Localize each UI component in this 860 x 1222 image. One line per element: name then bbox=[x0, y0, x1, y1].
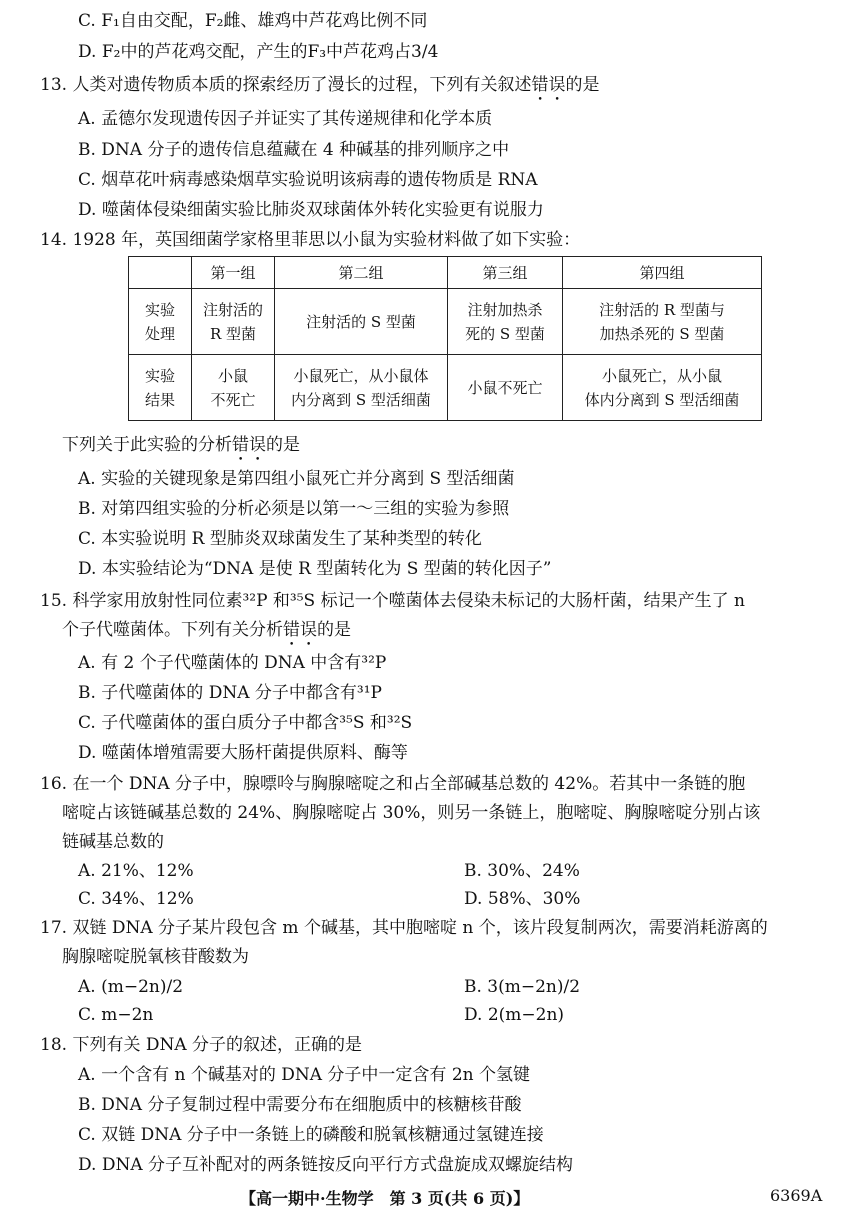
q18-option-d: D. DNA 分子互补配对的两条链按反向平行方式盘旋成双螺旋结构 bbox=[78, 1155, 574, 1175]
q17-option-b: B. 3(m−2n)/2 bbox=[464, 977, 581, 997]
q15-option-d: D. 噬菌体增殖需要大肠杆菌提供原料、酶等 bbox=[78, 743, 408, 763]
footer-label: 【高一期中·生物学 第 3 页(共 6 页)】 bbox=[240, 1189, 530, 1208]
q13-option-a: A. 孟德尔发现遗传因子并证实了其传递规律和化学本质 bbox=[78, 109, 493, 129]
q16-option-c: C. 34%、12% bbox=[78, 889, 194, 909]
q14-option-c: C. 本实验说明 R 型肺炎双球菌发生了某种类型的转化 bbox=[78, 529, 482, 549]
q16-option-d: D. 58%、30% bbox=[464, 889, 581, 909]
q18-option-c: C. 双链 DNA 分子中一条链上的磷酸和脱氧核糖通过氢键连接 bbox=[78, 1125, 544, 1145]
q13-option-c: C. 烟草花叶病毒感染烟草实验说明该病毒的遗传物质是 RNA bbox=[78, 170, 538, 190]
q17-option-d: D. 2(m−2n) bbox=[464, 1005, 565, 1025]
q13-option-d: D. 噬菌体侵染细菌实验比肺炎双球菌体外转化实验更有说服力 bbox=[78, 200, 544, 220]
q17-stem: 17. 双链 DNA 分子某片段包含 m 个碱基，其中胞嘧啶 n 个，该片段复制两次，需要消耗游离的 bbox=[40, 918, 768, 938]
emphasis-mark: 错误 bbox=[283, 620, 317, 640]
q14-stem: 14. 1928 年，英国细菌学家格里菲思以小鼠为实验材料做了如下实验： bbox=[40, 230, 581, 250]
q16-stem-cont: 嘧啶占该链碱基总数的 24%、胸腺嘧啶占 30%，则另一条链上，胞嘧啶、胸腺嘧啶分别占该 bbox=[62, 803, 761, 823]
q15-option-b: B. 子代噬菌体的 DNA 分子中都含有³¹P bbox=[78, 683, 382, 703]
q16-stem-cont2: 链碱基总数的 bbox=[62, 832, 164, 852]
q15-stem: 15. 科学家用放射性同位素³²P 和³⁵S 标记一个噬菌体去侵染未标记的大肠杆菌，结果产生了 n bbox=[40, 591, 745, 611]
table-header-row: 第一组 第二组 第三组 第四组 bbox=[129, 257, 762, 289]
emphasis-mark: 错误 bbox=[232, 435, 266, 455]
q14-option-a: A. 实验的关键现象是第四组小鼠死亡并分离到 S 型活细菌 bbox=[78, 469, 515, 489]
q13-stem: 13. 人类对遗传物质本质的探索经历了漫长的过程，下列有关叙述错误的是 bbox=[40, 75, 600, 95]
q12-option-c: C. F₁自由交配，F₂雌、雄鸡中芦花鸡比例不同 bbox=[78, 11, 428, 31]
q15-option-c: C. 子代噬菌体的蛋白质分子中都含³⁵S 和³²S bbox=[78, 713, 413, 733]
q17-stem-cont: 胸腺嘧啶脱氧核苷酸数为 bbox=[62, 947, 249, 967]
paper-code: 6369A bbox=[770, 1186, 823, 1205]
q18-option-a: A. 一个含有 n 个碱基对的 DNA 分子中一定含有 2n 个氢键 bbox=[78, 1065, 531, 1085]
table-row-result: 实验 结果 小鼠 不死亡 小鼠死亡，从小鼠体 内分离到 S 型活细菌 小鼠不死亡 小鼠死亡，从小鼠 体内分离到 S 型活细菌 bbox=[129, 355, 762, 421]
q18-option-b: B. DNA 分子复制过程中需要分布在细胞质中的核糖核苷酸 bbox=[78, 1095, 522, 1115]
q12-option-d: D. F₂中的芦花鸡交配，产生的F₃中芦花鸡占3/4 bbox=[78, 42, 439, 62]
q14-question: 下列关于此实验的分析错误的是 bbox=[62, 435, 300, 455]
q14-option-b: B. 对第四组实验的分析必须是以第一～三组的实验为参照 bbox=[78, 499, 510, 519]
q16-option-a: A. 21%、12% bbox=[78, 861, 194, 881]
experiment-table bbox=[128, 256, 762, 421]
table-row-treatment: 实验 处理 注射活的 R 型菌 注射活的 S 型菌 注射加热杀 死的 S 型菌 注射活的 R 型菌与 加热杀死的 S 型菌 bbox=[129, 289, 762, 355]
emphasis-mark: 错误 bbox=[531, 75, 566, 95]
q16-option-b: B. 30%、24% bbox=[464, 861, 580, 881]
q17-option-a: A. (m−2n)/2 bbox=[78, 977, 184, 997]
q13-option-b: B. DNA 分子的遗传信息蕴藏在 4 种碱基的排列顺序之中 bbox=[78, 140, 510, 160]
q17-option-c: C. m−2n bbox=[78, 1005, 154, 1025]
q18-stem: 18. 下列有关 DNA 分子的叙述，正确的是 bbox=[40, 1035, 363, 1055]
q14-option-d: D. 本实验结论为“DNA 是使 R 型菌转化为 S 型菌的转化因子” bbox=[78, 559, 552, 579]
q15-stem-cont: 个子代噬菌体。下列有关分析错误的是 bbox=[62, 620, 351, 640]
q16-stem: 16. 在一个 DNA 分子中，腺嘌呤与胸腺嘧啶之和占全部碱基总数的 42%。若其中一条链的胞 bbox=[40, 774, 746, 794]
q15-option-a: A. 有 2 个子代噬菌体的 DNA 中含有³²P bbox=[78, 653, 387, 673]
